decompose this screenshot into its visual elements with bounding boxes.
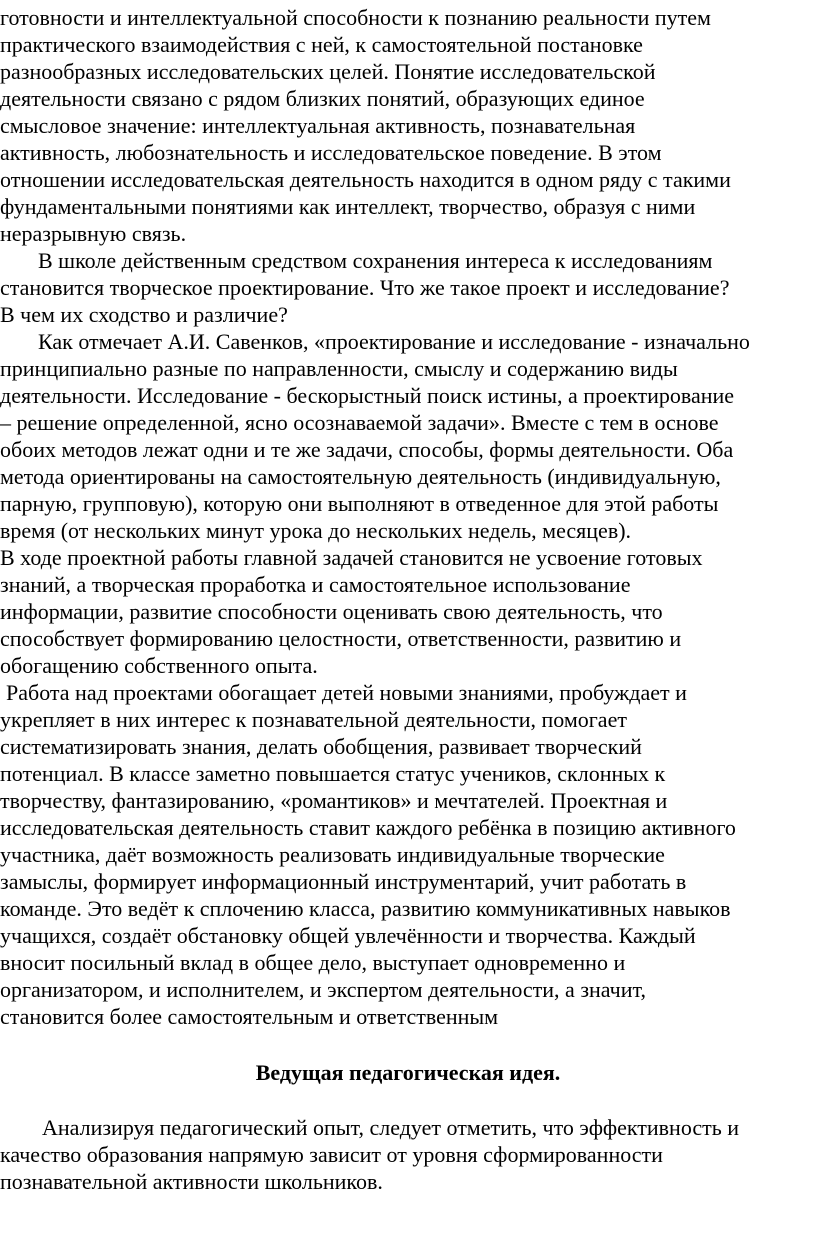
text-line: активность, любознательность и исследовательское поведение. В этом xyxy=(0,140,662,165)
text-line: замыслы, формирует информационный инструментарий, учит работать в xyxy=(0,869,687,894)
text-line: систематизировать знания, делать обобщения, развивает творческий xyxy=(0,734,642,759)
text-line: разнообразных исследовательских целей. Понятие исследовательской xyxy=(0,59,656,84)
text-line: творчеству, фантазированию, «романтиков» и мечтателей. Проектная и xyxy=(0,788,668,813)
text-line: учащихся, создаёт обстановку общей увлечённости и творчества. Каждый xyxy=(0,923,696,948)
text-line: укрепляет в них интерес к познавательной деятельности, помогает xyxy=(0,707,627,732)
text-line: фундаментальными понятиями как интеллект, творчество, образуя с ними xyxy=(0,194,696,219)
text-line: принципиально разные по направленности, смыслу и содержанию виды xyxy=(0,356,678,381)
text-line: смысловое значение: интеллектуальная активность, познавательная xyxy=(0,113,636,138)
paragraph-first-line: В школе действенным средством сохранения интереса к исследованиям xyxy=(38,248,713,273)
paragraph-first-line: Анализируя педагогический опыт, следует отметить, что эффективность и xyxy=(42,1115,740,1140)
text-line: неразрывную связь. xyxy=(0,221,187,246)
text-line: практического взаимодействия с ней, к самостоятельной постановке xyxy=(0,32,643,57)
text-line: метода ориентированы на самостоятельную деятельность (индивидуальную, xyxy=(0,464,721,489)
text-line: команде. Это ведёт к сплочению класса, развитию коммуникативных навыков xyxy=(0,896,731,921)
text-line: организатором, и исполнителем, и экспертом деятельности, а значит, xyxy=(0,977,646,1002)
paragraph-first-line: Как отмечает А.И. Савенков, «проектирование и исследование - изначально xyxy=(38,329,750,354)
text-line: обоих методов лежат одни и те же задачи, способы, формы деятельности. Оба xyxy=(0,437,734,462)
text-line: готовности и интеллектуальной способности к познанию реальности путем xyxy=(0,5,711,30)
paragraph-first-line: Работа над проектами обогащает детей новыми знаниями, пробуждает и xyxy=(6,680,687,705)
paragraph-first-line: В ходе проектной работы главной задачей становится не усвоение готовых xyxy=(0,545,703,570)
text-line: В чем их сходство и различие? xyxy=(0,302,288,327)
text-line: участника, даёт возможность реализовать индивидуальные творческие xyxy=(0,842,665,867)
text-line: становится более самостоятельным и ответственным xyxy=(0,1004,499,1029)
text-line: качество образования напрямую зависит от уровня сформированности xyxy=(0,1142,663,1167)
text-line: отношении исследовательская деятельность находится в одном ряду с такими xyxy=(0,167,731,192)
text-line: знаний, а творческая проработка и самостоятельное использование xyxy=(0,572,631,597)
text-line: потенциал. В классе заметно повышается статус учеников, склонных к xyxy=(0,761,666,786)
text-line: – решение определенной, ясно осознаваемой задачи». Вместе с тем в основе xyxy=(0,410,719,435)
text-line: деятельности связано с рядом близких понятий, образующих единое xyxy=(0,86,645,111)
text-line: деятельности. Исследование - бескорыстный поиск истины, а проектирование xyxy=(0,383,735,408)
text-line: познавательной активности школьников. xyxy=(0,1169,383,1194)
text-line: вносит посильный вклад в общее дело, выступает одновременно и xyxy=(0,950,626,975)
section-heading: Ведущая педагогическая идея. xyxy=(255,1060,561,1085)
text-line: исследовательская деятельность ставит каждого ребёнка в позицию активного xyxy=(0,815,736,840)
text-line: время (от нескольких минут урока до нескольких недель, месяцев). xyxy=(0,518,632,543)
text-line: способствует формированию целостности, ответственности, развитию и xyxy=(0,626,682,651)
text-line: парную, групповую), которую они выполняют в отведенное для этой работы xyxy=(0,491,719,516)
text-line: обогащению собственного опыта. xyxy=(0,653,318,678)
text-line: информации, развитие способности оценивать свою деятельность, что xyxy=(0,599,663,624)
text-line: становится творческое проектирование. Что же такое проект и исследование? xyxy=(0,275,730,300)
